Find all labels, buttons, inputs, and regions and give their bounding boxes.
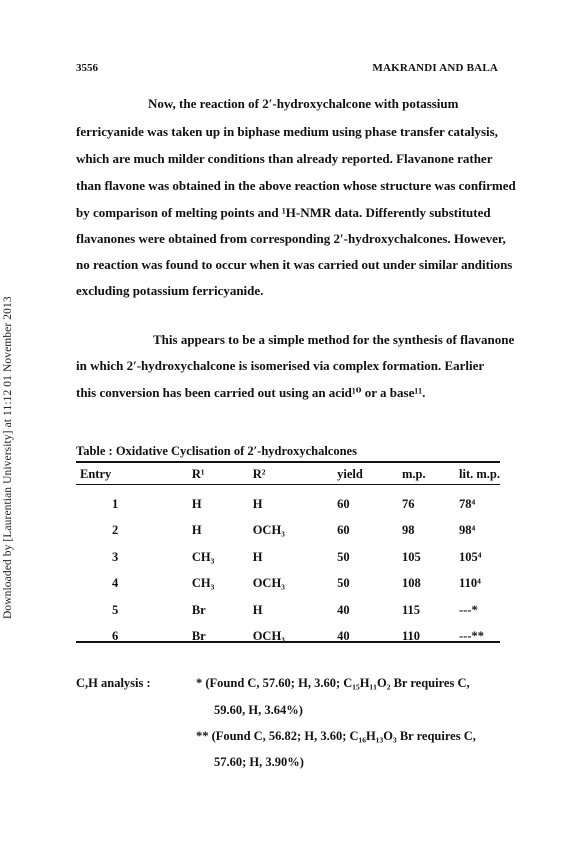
cell-r1: CH₃ <box>191 576 215 591</box>
cell-yield: 50 <box>337 576 350 591</box>
cell-entry: 3 <box>112 549 119 564</box>
table-row <box>76 544 500 571</box>
cell-entry: 1 <box>112 496 119 511</box>
cell-mp: 115 <box>401 602 421 617</box>
cell-r1: Br <box>191 602 206 617</box>
cell-lit-mp: ---** <box>459 629 485 644</box>
cell-r2: OCH₃ <box>252 576 285 591</box>
cell-entry: 4 <box>112 576 119 591</box>
cell-entry: 5 <box>112 602 119 617</box>
paragraph-line: flavanones were obtained from corresponding 2′-hydroxychalcones. However, <box>76 231 506 246</box>
cell-lit-mp: 105⁴ <box>459 549 482 564</box>
cell-mp: 98 <box>401 523 415 538</box>
paragraph-line: by comparison of melting points and ¹H-NMR data. Differently substituted <box>76 205 491 220</box>
paragraph-line: excluding potassium ferricyanide. <box>76 283 264 298</box>
cell-yield: 50 <box>337 549 350 564</box>
cell-mp: 110 <box>401 629 421 644</box>
cell-yield: 40 <box>337 602 350 617</box>
column-header-r1: R¹ <box>191 466 205 481</box>
paragraph-line: Now, the reaction of 2′-hydroxychalcone with potassium <box>148 96 459 111</box>
cell-mp: 105 <box>401 549 421 564</box>
cell-mp: 108 <box>401 576 421 591</box>
analysis-note-1-cont: 59.60, H, 3.64%) <box>214 703 303 717</box>
cell-r1: Br <box>191 629 206 644</box>
cell-r2: OCH₃ <box>252 523 285 538</box>
column-header-mp: m.p. <box>401 466 426 481</box>
cell-r2: OCH₃ <box>252 629 285 644</box>
cell-r1: CH₃ <box>191 549 215 564</box>
cell-lit-mp: 98⁴ <box>459 523 476 538</box>
cell-lit-mp: 110⁴ <box>459 576 481 591</box>
table-row <box>76 571 500 598</box>
paragraph-line: this conversion has been carried out using an acid¹⁰ or a base¹¹. <box>76 385 426 400</box>
cell-yield: 40 <box>337 629 350 644</box>
paragraph-line: in which 2′-hydroxychalcone is isomerised via complex formation. Earlier <box>76 358 485 373</box>
analysis-note-2: ** (Found C, 56.82; H, 3.60; C₁₆H₁₃O₃ Br requires C, <box>196 729 476 743</box>
cell-r1: H <box>191 496 202 511</box>
table-row <box>76 597 500 624</box>
cell-lit-mp: 78⁴ <box>459 496 476 511</box>
cell-r2: H <box>252 549 263 564</box>
page-number: 3556 <box>76 62 98 74</box>
paragraph-line: which are much milder conditions than already reported. Flavanone rather <box>76 151 493 166</box>
table-header-row <box>76 463 500 485</box>
cell-r2: H <box>252 496 263 511</box>
paragraph-line: than flavone was obtained in the above reaction whose structure was confirmed <box>76 178 516 193</box>
download-watermark: Downloaded by [Laurentian University] at 11:12 01 November 2013 <box>2 296 14 619</box>
column-header-entry: Entry <box>80 466 112 481</box>
table-row <box>76 518 500 545</box>
column-header-r2: R² <box>252 466 266 481</box>
results-table <box>76 463 500 650</box>
cell-mp: 76 <box>401 496 415 511</box>
running-head: MAKRANDI AND BALA <box>372 62 498 74</box>
cell-entry: 6 <box>112 629 119 644</box>
table-caption: Table : Oxidative Cyclisation of 2′-hydroxychalcones <box>76 444 357 458</box>
cell-entry: 2 <box>112 523 119 538</box>
cell-yield: 60 <box>337 496 350 511</box>
analysis-note-2-cont: 57.60; H, 3.90%) <box>214 755 304 769</box>
table-row <box>76 485 500 518</box>
paragraph-line: This appears to be a simple method for the synthesis of flavanone <box>153 332 515 347</box>
analysis-label: C,H analysis : <box>76 676 151 690</box>
cell-r2: H <box>252 602 263 617</box>
table-row <box>76 624 500 651</box>
cell-yield: 60 <box>337 523 350 538</box>
cell-r1: H <box>191 523 202 538</box>
column-header-yield: yield <box>337 466 363 481</box>
cell-lit-mp: ---* <box>459 602 478 617</box>
paragraph-line: no reaction was found to occur when it was carried out under similar anditions <box>76 257 513 272</box>
analysis-note-1: * (Found C, 57.60; H, 3.60; C₁₅H₁₁O₂ Br requires C, <box>196 676 470 690</box>
paragraph-line: ferricyanide was taken up in biphase medium using phase transfer catalysis, <box>76 124 498 139</box>
column-header-lit-mp: lit. m.p. <box>459 466 500 481</box>
